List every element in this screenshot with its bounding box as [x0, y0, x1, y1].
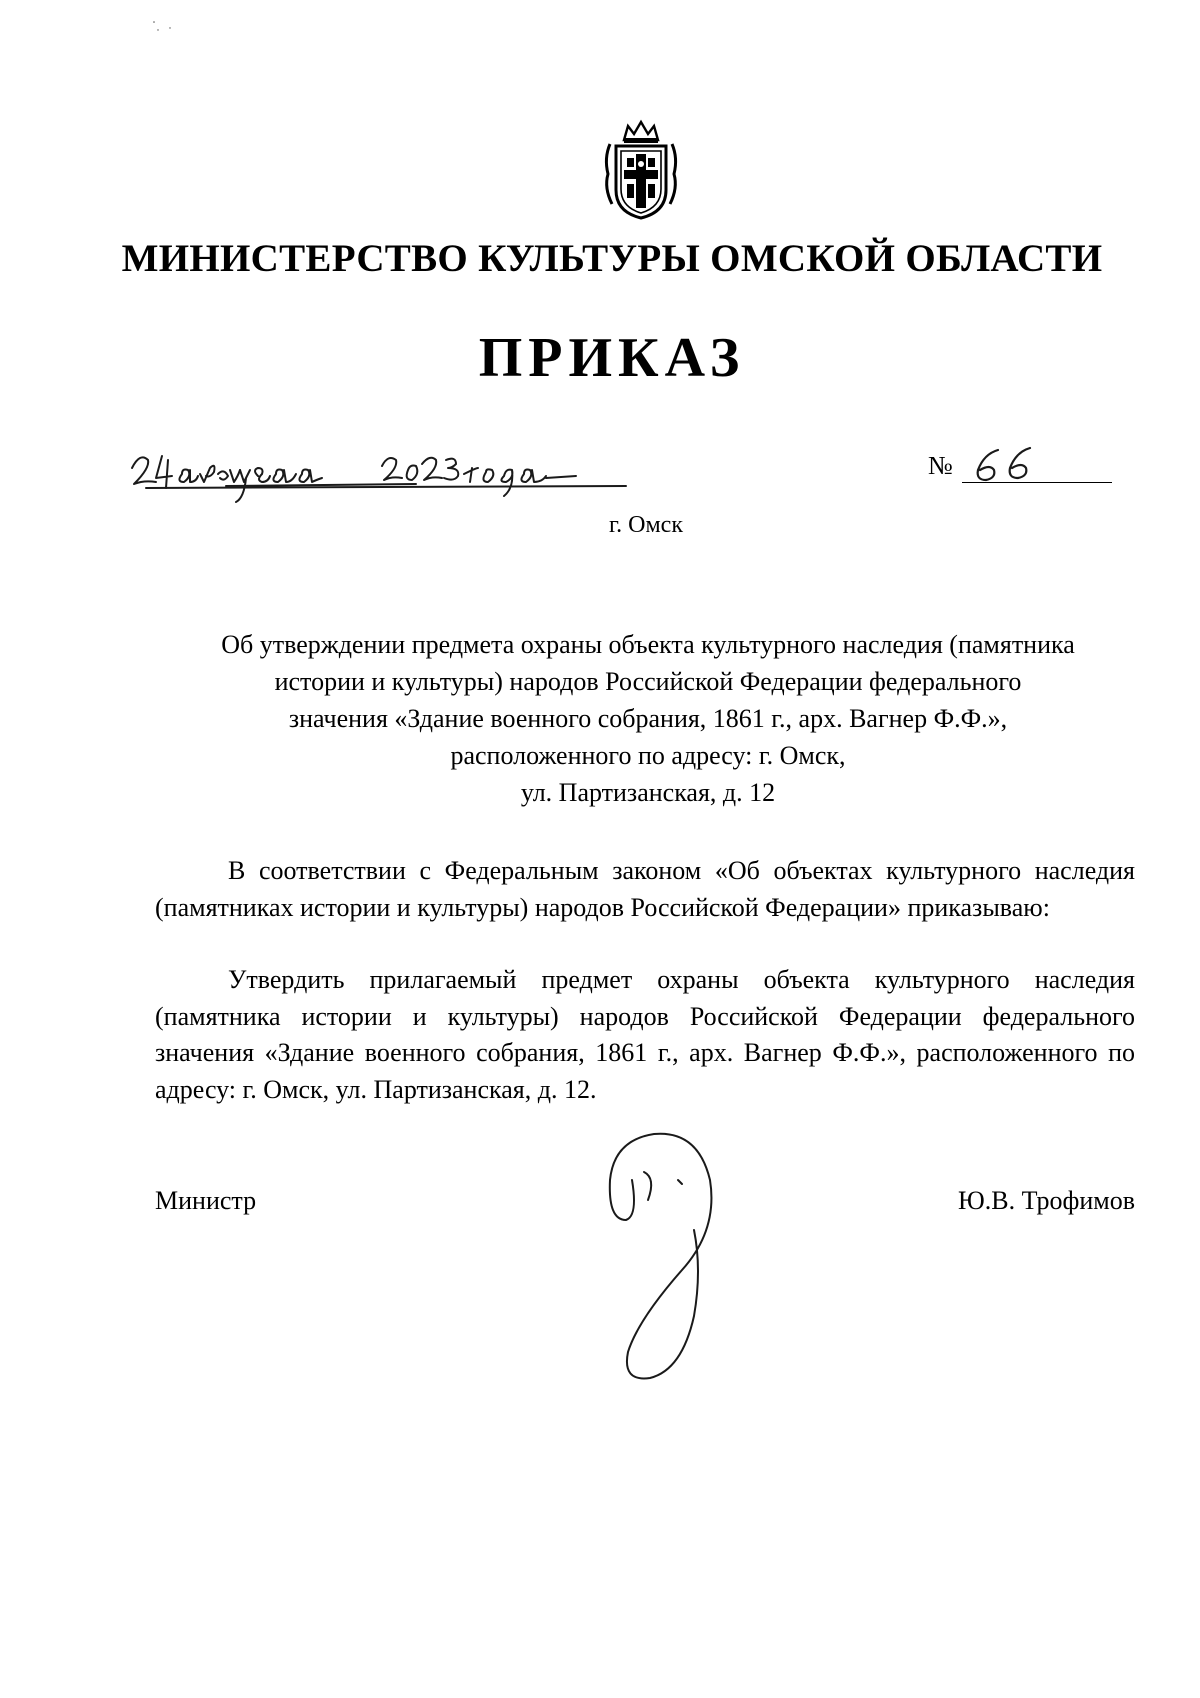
handwritten-number — [968, 440, 1058, 486]
title-line: Об утверждении предмета охраны объекта культурного наследия (памятника — [221, 630, 1075, 659]
signer-role: Министр — [155, 1186, 257, 1215]
city-label: г. Омск — [609, 512, 683, 538]
order-title — [160, 626, 1136, 811]
coat-of-arms-icon — [600, 118, 682, 222]
body-paragraph-legal-basis: В соответствии с Федеральным законом «Об объектах культурного наследия (памятниках истории и культуры) народов Российской Федерации» приказываю: — [155, 856, 1135, 922]
title-line: значения «Здание военного собрания, 1861 г., арх. Вагнер Ф.Ф.», — [288, 704, 1008, 733]
body-paragraph-order: Утвердить прилагаемый предмет охраны объекта культурного наследия (памятника истории и культуры) народов Российской Федерации федерального значения «Здание военного собрания, 1861 г., арх. Вагнер Ф.Ф.», расположенного по адресу: г. Омск, ул. Партизанская, д. 12. — [155, 965, 1135, 1104]
scan-specks — [150, 16, 190, 36]
ministry-name: МИНИСТЕРСТВО КУЛЬТУРЫ ОМСКОЙ ОБЛАСТИ — [121, 237, 1103, 280]
handwritten-signature — [598, 1120, 758, 1390]
title-line: истории и культуры) народов Российской Федерации федерального — [274, 667, 1022, 696]
title-line: расположенного по адресу: г. Омск, — [450, 741, 846, 770]
number-label: № — [928, 451, 953, 480]
document-type-heading: ПРИКАЗ — [478, 327, 746, 389]
title-line: ул. Партизанская, д. 12 — [520, 778, 776, 807]
handwritten-date — [126, 438, 636, 508]
signer-name: Ю.В. Трофимов — [958, 1186, 1135, 1215]
